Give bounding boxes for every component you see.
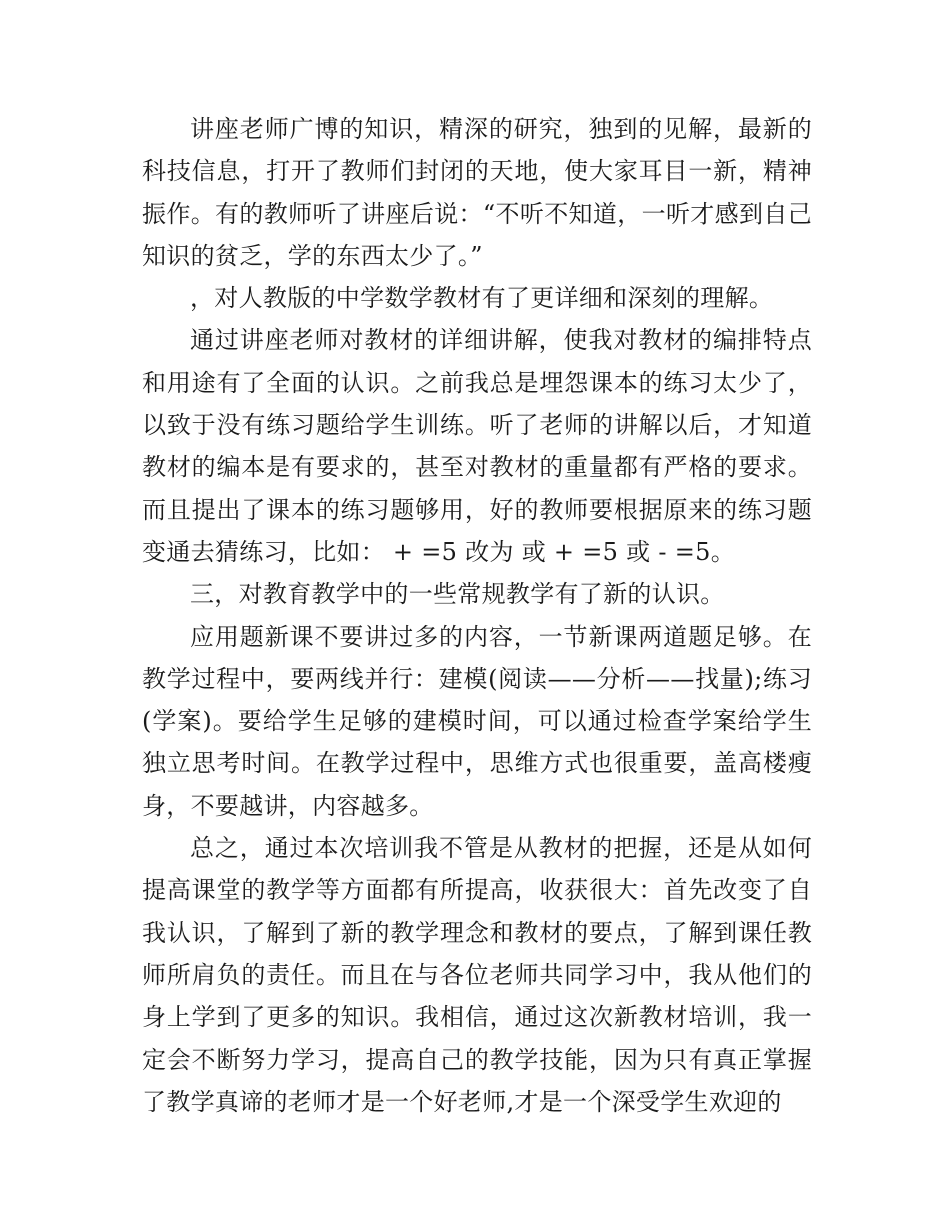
paragraph-section-three-heading: 三，对教育教学中的一些常规教学有了新的认识。 bbox=[190, 580, 725, 609]
paragraph-textbook-explanation: 通过讲座老师对教材的详细讲解，使我对教材的编排特点和用途有了全面的认识。之前我总是埋怨课本的练习太少了，以致于没有练习题给学生训练。听了老师的讲解以后，才知道教材的编本是有要求的，甚至对教材的重量都有严格的要求。而且提出了课本的练习题够用，好的教师要根据原来的练习题变通去猜练习，比如： + =5 改为 或 + =5 或 - =5。 bbox=[142, 326, 812, 566]
document-body bbox=[142, 108, 812, 1123]
paragraph-word-problems: 应用题新课不要讲过多的内容，一节新课两道题足够。在教学过程中，要两线并行：建模(阅读——分析——找量);练习(学案)。要给学生足够的建模时间，可以通过检查学案给学生独立思考时间。在教学过程中，思维方式也很重要，盖高楼瘦身，不要越讲，内容越多。 bbox=[142, 622, 812, 820]
paragraph-conclusion: 总之，通过本次培训我不管是从教材的把握，还是从如何提高课堂的教学等方面都有所提高，收获很大：首先改变了自我认识，了解到了新的教学理念和教材的要点，了解到课任教师所肩负的责任。而且在与各位老师共同学习中，我从他们的身上学到了更多的知识。我相信，通过这次新教材培训，我一定会不断努力学习，提高自己的教学技能，因为只有真正掌握了教学真谛的老师才是一个好老师,才是一个深受学生欢迎的 bbox=[142, 834, 812, 1116]
paragraph-textbook-understanding: ，对人教版的中学数学教材有了更详细和深刻的理解。 bbox=[190, 284, 774, 313]
paragraph-lecture-impression: 讲座老师广博的知识，精深的研究，独到的见解，最新的科技信息，打开了教师们封闭的天地，使大家耳目一新，精神振作。有的教师听了讲座后说：“不听不知道，一听才感到自己知识的贫乏，学的东西太少了。” bbox=[142, 115, 812, 270]
